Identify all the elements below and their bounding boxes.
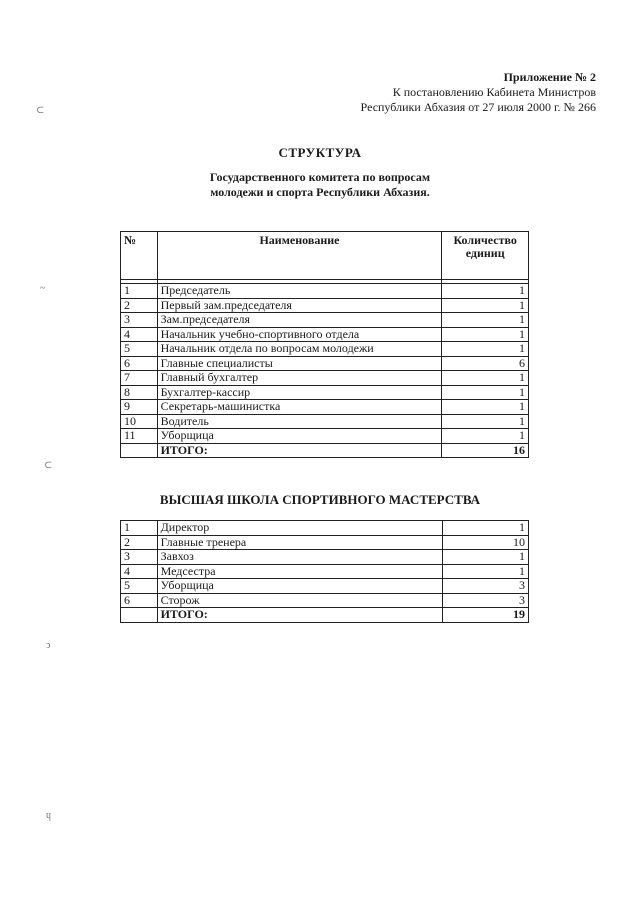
row-position-name: Медсестра: [157, 564, 442, 579]
table-row: [121, 313, 529, 328]
row-number: 5: [121, 579, 158, 594]
row-number: 4: [121, 564, 158, 579]
row-quantity: 6: [442, 356, 529, 371]
row-position-name: Главные тренера: [157, 535, 442, 550]
total-value: 16: [442, 443, 529, 458]
row-number: 9: [121, 400, 158, 415]
subtitle-line-1: Государственного комитета по вопросам: [209, 170, 431, 184]
row-number: 5: [121, 342, 158, 357]
row-number: 10: [121, 414, 158, 429]
total-label: ИТОГО:: [157, 608, 442, 623]
row-position-name: Главные специалисты: [157, 356, 442, 371]
table-row: [121, 550, 529, 565]
row-number: 1: [121, 284, 158, 299]
scan-artifact: ↄ: [46, 640, 51, 651]
row-quantity: 3: [443, 579, 529, 594]
sports-school-table: [120, 520, 529, 623]
row-position-name: Секретарь-машинистка: [157, 400, 442, 415]
row-position-name: Уборщица: [157, 579, 442, 594]
row-position-name: Уборщица: [157, 429, 442, 444]
appendix-header: [296, 70, 596, 115]
row-position-name: Начальник учебно-спортивного отдела: [157, 327, 442, 342]
table-row: [121, 298, 529, 313]
row-number: 4: [121, 327, 158, 342]
column-header-name: Наименование: [157, 232, 442, 280]
appendix-line-1: К постановлению Кабинета Министров: [392, 85, 596, 99]
row-quantity: 1: [443, 521, 529, 536]
row-position-name: Начальник отдела по вопросам молодежи: [157, 342, 442, 357]
row-position-name: Первый зам.председателя: [157, 298, 442, 313]
row-position-name: Главный бухгалтер: [157, 371, 442, 386]
scan-artifact: ɥ: [46, 810, 51, 821]
row-number: 1: [121, 521, 158, 536]
row-quantity: 1: [442, 284, 529, 299]
row-quantity: 1: [442, 429, 529, 444]
table-row: [121, 564, 529, 579]
section-title-sports-school: ВЫСШАЯ ШКОЛА СПОРТИВНОГО МАСТЕРСТВА: [159, 492, 481, 507]
row-position-name: Зам.председателя: [157, 313, 442, 328]
row-quantity: 1: [442, 298, 529, 313]
appendix-line-2: Республики Абхазия от 27 июля 2000 г. № 266: [360, 100, 596, 114]
column-header-number: №: [121, 232, 158, 280]
row-number: 6: [121, 356, 158, 371]
table-row: [121, 579, 529, 594]
table-row: [121, 414, 529, 429]
document-title: СТРУКТУРА: [278, 145, 362, 160]
row-quantity: 1: [442, 414, 529, 429]
row-quantity: 1: [442, 313, 529, 328]
row-position-name: Бухгалтер-кассир: [157, 385, 442, 400]
scan-artifact: ~: [40, 283, 46, 294]
committee-structure-table: [120, 231, 529, 458]
row-position-name: Сторож: [157, 593, 442, 608]
table-row: [121, 535, 529, 550]
subtitle-line-2: молодежи и спорта Республики Абхазия.: [210, 185, 430, 199]
row-position-name: Завхоз: [157, 550, 442, 565]
table-header-row: [121, 232, 529, 280]
row-number: 11: [121, 429, 158, 444]
table-body: [121, 521, 529, 608]
row-quantity: 3: [443, 593, 529, 608]
row-quantity: 1: [442, 385, 529, 400]
total-value: 19: [443, 608, 529, 623]
total-label: ИТОГО:: [157, 443, 442, 458]
table-row: [121, 284, 529, 299]
appendix-number: Приложение № 2: [503, 70, 596, 84]
row-number: 6: [121, 593, 158, 608]
row-quantity: 1: [442, 327, 529, 342]
table-total-row: [121, 443, 529, 458]
table-row: [121, 400, 529, 415]
table-row: [121, 356, 529, 371]
row-position-name: Водитель: [157, 414, 442, 429]
row-quantity: 1: [443, 550, 529, 565]
row-position-name: Председатель: [157, 284, 442, 299]
row-quantity: 1: [442, 342, 529, 357]
row-number: 2: [121, 535, 158, 550]
table-row: [121, 327, 529, 342]
row-quantity: 10: [443, 535, 529, 550]
table-row: [121, 385, 529, 400]
scan-artifact: ⊂: [44, 460, 53, 471]
row-number: 3: [121, 313, 158, 328]
column-header-quantity: Количество единиц: [442, 232, 529, 280]
row-number: 3: [121, 550, 158, 565]
row-quantity: 1: [442, 371, 529, 386]
table-row: [121, 593, 529, 608]
table-row: [121, 342, 529, 357]
scan-artifact: ⊂: [36, 105, 45, 116]
row-quantity: 1: [443, 564, 529, 579]
table-total-row: [121, 608, 529, 623]
table-row: [121, 521, 529, 536]
row-position-name: Директор: [157, 521, 442, 536]
row-number: 8: [121, 385, 158, 400]
document-subtitle: [160, 170, 480, 200]
row-quantity: 1: [442, 400, 529, 415]
row-number: 2: [121, 298, 158, 313]
table-body: [121, 284, 529, 444]
row-number: 7: [121, 371, 158, 386]
table-row: [121, 429, 529, 444]
table-row: [121, 371, 529, 386]
